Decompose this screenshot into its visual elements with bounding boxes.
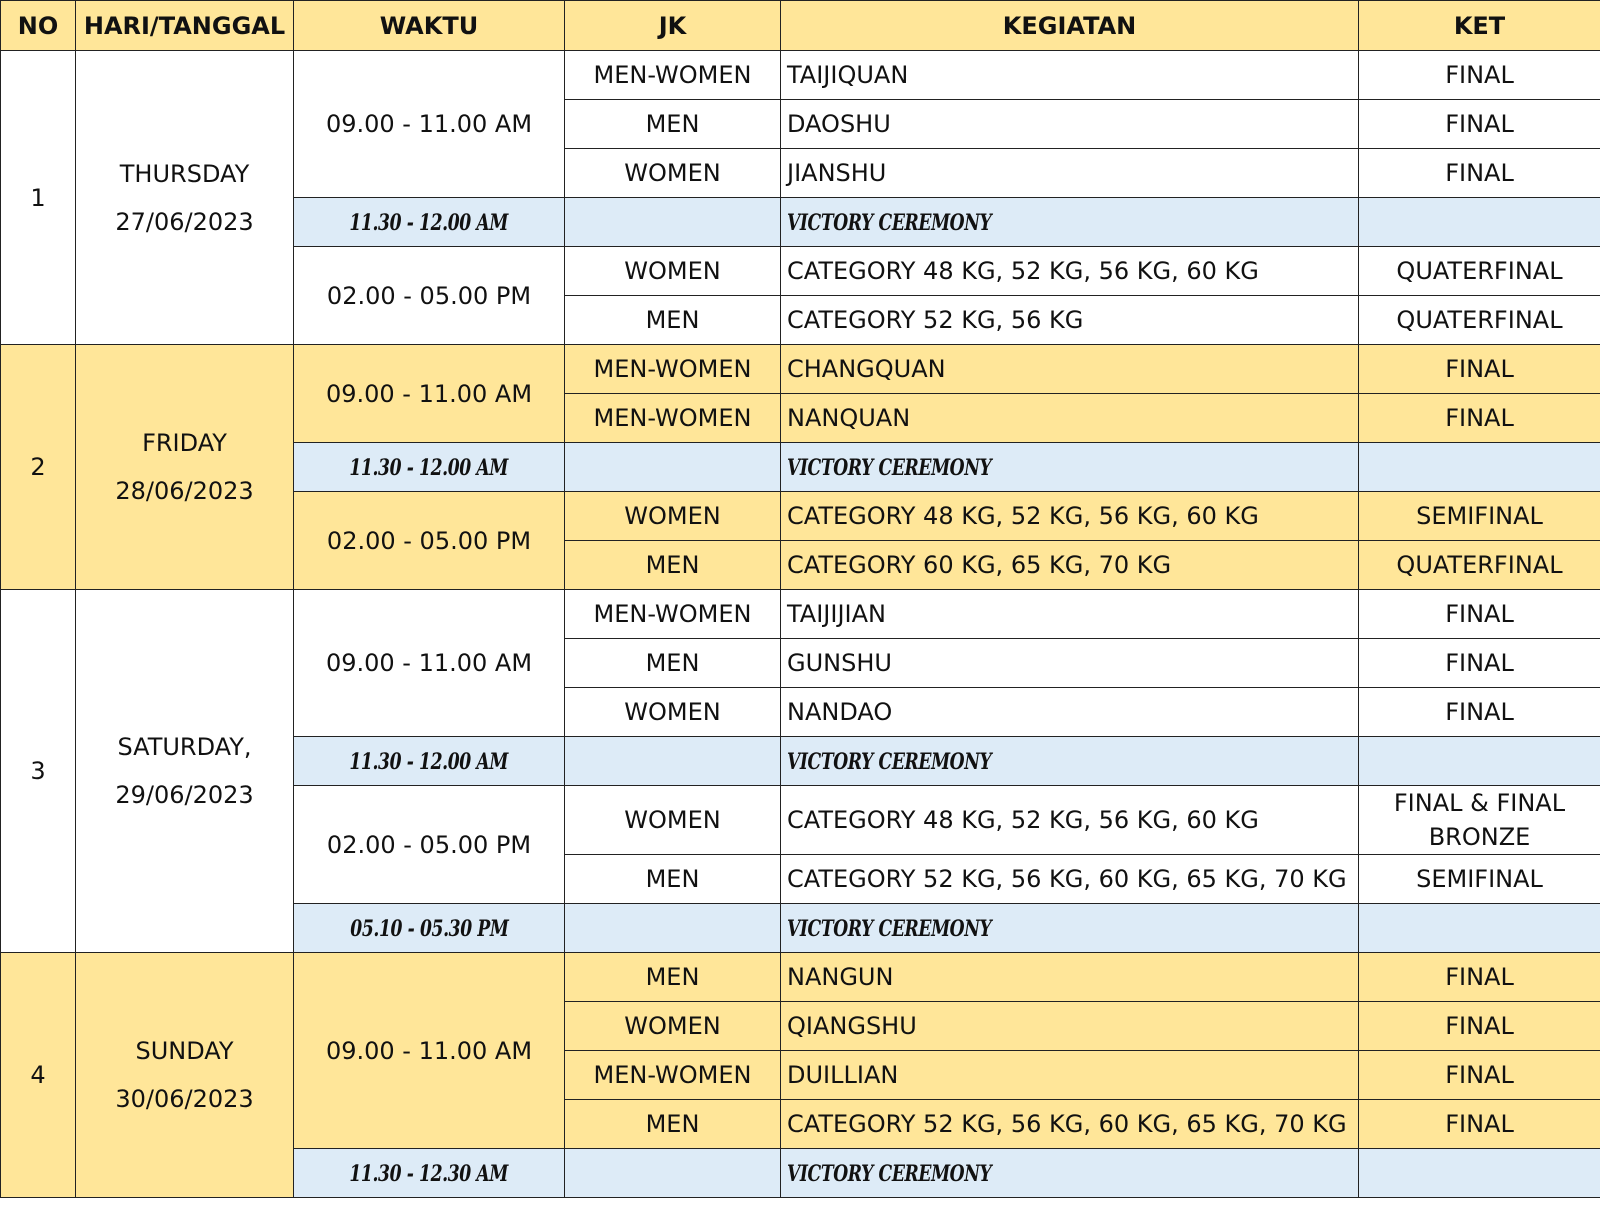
gender-cell: MEN <box>565 100 781 149</box>
day-date-cell <box>76 51 294 345</box>
ket-cell: FINAL <box>1359 345 1600 394</box>
time-slot: 02.00 - 05.00 PM <box>294 247 565 345</box>
activity-cell: NANDAO <box>781 688 1359 737</box>
day-date: 30/06/2023 <box>115 1085 254 1113</box>
gender-cell: MEN-WOMEN <box>565 394 781 443</box>
day-name: SATURDAY, <box>117 733 252 761</box>
ceremony-activity-cell <box>781 904 1359 953</box>
ceremony-time: 11.30 - 12.00 AM <box>349 210 509 236</box>
ket-cell: FINAL <box>1359 953 1600 1002</box>
ceremony-activity: VICTORY CEREMONY <box>787 210 992 236</box>
ceremony-time-cell <box>294 443 565 492</box>
gender-cell: WOMEN <box>565 786 781 855</box>
ceremony-activity: VICTORY CEREMONY <box>787 455 992 481</box>
header-date: HARI/TANGGAL <box>76 1 294 51</box>
empty-cell <box>565 198 781 247</box>
activity-cell: NANQUAN <box>781 394 1359 443</box>
ceremony-activity: VICTORY CEREMONY <box>787 749 992 775</box>
day-name: THURSDAY <box>119 159 250 188</box>
ket-cell: FINAL <box>1359 51 1600 100</box>
activity-cell: DAOSHU <box>781 100 1359 149</box>
ket-cell: SEMIFINAL <box>1359 855 1600 904</box>
time-slot: 09.00 - 11.00 AM <box>294 953 565 1149</box>
activity-cell: TAIJIQUAN <box>781 51 1359 100</box>
ket-cell: SEMIFINAL <box>1359 492 1600 541</box>
ceremony-time-cell <box>294 904 565 953</box>
activity-cell: CATEGORY 52 KG, 56 KG <box>781 296 1359 345</box>
day-name: FRIDAY <box>142 429 227 457</box>
gender-cell: MEN <box>565 541 781 590</box>
gender-cell: MEN <box>565 296 781 345</box>
empty-cell <box>1359 1149 1600 1198</box>
activity-cell: TAIJIJIAN <box>781 590 1359 639</box>
ceremony-time: 11.30 - 12.00 AM <box>349 455 509 481</box>
ket-cell: FINAL <box>1359 1100 1600 1149</box>
ceremony-time-cell <box>294 198 565 247</box>
empty-cell <box>1359 904 1600 953</box>
day-number: 1 <box>1 51 76 345</box>
header-jk: JK <box>565 1 781 51</box>
header-activity: KEGIATAN <box>781 1 1359 51</box>
activity-cell: JIANSHU <box>781 149 1359 198</box>
activity-cell: CATEGORY 60 KG, 65 KG, 70 KG <box>781 541 1359 590</box>
day-number: 3 <box>1 590 76 953</box>
ceremony-activity-cell <box>781 198 1359 247</box>
day-date-cell <box>76 345 294 590</box>
header-no: NO <box>1 1 76 51</box>
ceremony-activity: VICTORY CEREMONY <box>787 1161 992 1187</box>
empty-cell <box>1359 443 1600 492</box>
empty-cell <box>565 737 781 786</box>
empty-cell <box>565 443 781 492</box>
time-slot: 02.00 - 05.00 PM <box>294 786 565 904</box>
day-date-cell <box>76 590 294 953</box>
activity-cell: CATEGORY 48 KG, 52 KG, 56 KG, 60 KG <box>781 492 1359 541</box>
ket-cell: FINAL <box>1359 1051 1600 1100</box>
ceremony-time: 11.30 - 12.30 AM <box>349 1161 509 1187</box>
ceremony-time-cell <box>294 737 565 786</box>
ceremony-activity-cell <box>781 443 1359 492</box>
time-slot: 09.00 - 11.00 AM <box>294 51 565 198</box>
time-slot: 09.00 - 11.00 AM <box>294 345 565 443</box>
activity-cell: QIANGSHU <box>781 1002 1359 1051</box>
table-row <box>1 590 1600 639</box>
day-date-cell <box>76 953 294 1198</box>
gender-cell: WOMEN <box>565 149 781 198</box>
activity-cell: CATEGORY 48 KG, 52 KG, 56 KG, 60 KG <box>781 786 1359 855</box>
ket-cell: QUATERFINAL <box>1359 247 1600 296</box>
gender-cell: WOMEN <box>565 688 781 737</box>
ket-cell: QUATERFINAL <box>1359 541 1600 590</box>
gender-cell: WOMEN <box>565 1002 781 1051</box>
gender-cell: WOMEN <box>565 247 781 296</box>
ket-cell: FINAL & FINAL BRONZE <box>1359 786 1600 855</box>
activity-cell: GUNSHU <box>781 639 1359 688</box>
header-ket: KET <box>1359 1 1600 51</box>
ket-cell: QUATERFINAL <box>1359 296 1600 345</box>
gender-cell: MEN-WOMEN <box>565 590 781 639</box>
ceremony-time-cell <box>294 1149 565 1198</box>
ket-cell: FINAL <box>1359 590 1600 639</box>
table-row <box>1 345 1600 394</box>
table-row <box>1 953 1600 1002</box>
day-name: SUNDAY <box>135 1037 234 1065</box>
gender-cell: MEN <box>565 639 781 688</box>
day-date: 28/06/2023 <box>115 477 254 505</box>
gender-cell: MEN-WOMEN <box>565 345 781 394</box>
activity-cell: CATEGORY 52 KG, 56 KG, 60 KG, 65 KG, 70 KG <box>781 1100 1359 1149</box>
gender-cell: MEN <box>565 953 781 1002</box>
ceremony-activity-cell <box>781 737 1359 786</box>
ket-cell: FINAL <box>1359 1002 1600 1051</box>
day-number: 2 <box>1 345 76 590</box>
header-time: WAKTU <box>294 1 565 51</box>
activity-cell: DUILLIAN <box>781 1051 1359 1100</box>
activity-cell: CATEGORY 52 KG, 56 KG, 60 KG, 65 KG, 70 KG <box>781 855 1359 904</box>
empty-cell <box>565 1149 781 1198</box>
day-date: 29/06/2023 <box>115 781 254 809</box>
activity-cell: CATEGORY 48 KG, 52 KG, 56 KG, 60 KG <box>781 247 1359 296</box>
gender-cell: MEN-WOMEN <box>565 1051 781 1100</box>
ceremony-time: 05.10 - 05.30 PM <box>349 916 509 942</box>
ceremony-time: 11.30 - 12.00 AM <box>349 749 509 775</box>
table-row <box>1 51 1600 100</box>
activity-cell: CHANGQUAN <box>781 345 1359 394</box>
gender-cell: MEN-WOMEN <box>565 51 781 100</box>
ket-cell: FINAL <box>1359 394 1600 443</box>
time-slot: 02.00 - 05.00 PM <box>294 492 565 590</box>
ceremony-activity: VICTORY CEREMONY <box>787 916 992 942</box>
empty-cell <box>1359 737 1600 786</box>
ket-cell: FINAL <box>1359 100 1600 149</box>
gender-cell: WOMEN <box>565 492 781 541</box>
time-slot: 09.00 - 11.00 AM <box>294 590 565 737</box>
ceremony-activity-cell <box>781 1149 1359 1198</box>
header-row <box>1 1 1600 51</box>
empty-cell <box>1359 198 1600 247</box>
day-number: 4 <box>1 953 76 1198</box>
empty-cell <box>565 904 781 953</box>
day-date: 27/06/2023 <box>115 207 254 236</box>
ket-cell: FINAL <box>1359 149 1600 198</box>
activity-cell: NANGUN <box>781 953 1359 1002</box>
gender-cell: MEN <box>565 855 781 904</box>
gender-cell: MEN <box>565 1100 781 1149</box>
ket-cell: FINAL <box>1359 639 1600 688</box>
ket-cell: FINAL <box>1359 688 1600 737</box>
